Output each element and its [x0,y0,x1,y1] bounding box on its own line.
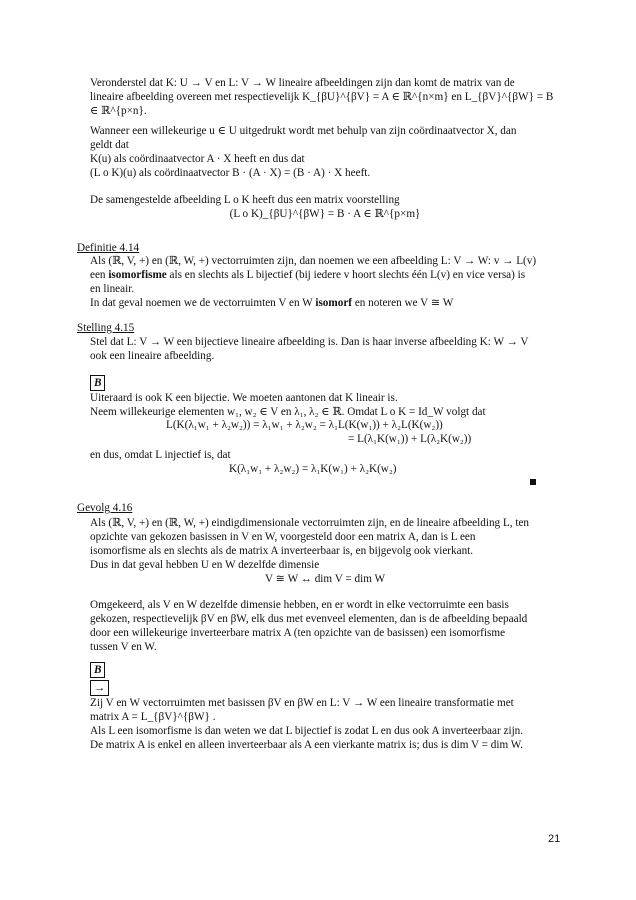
isomorfisme-term: isomorfisme [108,269,167,281]
converse-paragraph [90,598,560,654]
intro-paragraph [90,76,560,118]
right-arrow-icon: → [90,680,109,696]
coordinate-paragraph [90,124,560,180]
proof-2 [90,662,560,752]
composition-formula: (L o K)_{βU}^{βW} = B · A ∈ ℝ^{p×m} [229,208,421,220]
proof1-line-1: Uiteraard is ook K een bijectie. We moeten aantonen dat K lineair is. [90,392,398,404]
theorem-heading: Stelling 4.15 [77,322,135,334]
definition-body [90,254,560,310]
corollary-body [90,516,560,586]
proof-1 [90,375,560,419]
proof2-line-2: matrix A = L_{βV}^{βW} . [90,711,216,723]
corollary-heading: Gevolg 4.16 [77,502,133,514]
def-line-1: Als (ℝ, V, +) en (ℝ, W, +) vectorruimten zijn, dan noemen we een afbeelding L: V → W: v → L(v) [90,255,537,267]
proof-box-icon: B [90,662,105,678]
dimension-formula: V ≅ W ↔ dim V = dim W [264,573,386,585]
para4-line-1: Omgekeerd, als V en W dezelfde dimensie hebben, en er wordt in elke vectorruimte een basis [90,599,509,611]
intro-line-2: lineaire afbeelding overeen met respectievelijk K_{βU}^{βV} = A ∈ ℝ^{n×m} en L_{βV}^{βW} = B ∈ ℝ^{p×n}. [90,91,554,117]
def-line-4: In dat geval noemen we de vectorruimten V en W isomorf en noteren we V ≅ W [90,297,454,309]
proof1-equation-3: K(λ₁w₁ + λ₂w₂) = λ₁K(w₁) + λ₂K(w₂) [229,463,397,475]
proof1-line-2: Neem willekeurige elementen w₁, w₂ ∈ V en λ₁, λ₂ ∈ ℝ. Omdat L o K = Id_W volgt dat [90,406,486,418]
proof-box-icon: B [90,375,105,391]
intro-line-1: Veronderstel dat K: U → V en L: V → W lineaire afbeeldingen zijn dan komt de matrix van de [90,77,515,89]
proof1-line-3: en dus, omdat L injectief is, dat [90,449,231,461]
composition-paragraph [90,193,560,221]
corollary-line-1: Als (ℝ, V, +) en (ℝ, W, +) eindigdimensionale vectorruimten zijn, en de lineaire afbeelding L, ten [90,517,530,529]
para4-line-2: gekozen, respectievelijk βV en βW, elk dus met evenveel elementen, dan is de afbeelding bepaald [90,613,528,625]
para2-line-4: (L o K)(u) als coördinaatvector B · (A · X) = (B · A) · X heeft. [90,167,371,179]
para4-line-4: tussen V en W. [90,641,157,653]
qed-square-icon [530,479,536,485]
proof1-equation-2: = L(λ₁K(w₁)) + L(λ₂K(w₂)) [348,433,472,445]
proof1-equation-1: L(K(λ₁w₁ + λ₂w₂)) = λ₁w₁ + λ₂w₂ = λ₁L(K(w₁)) + λ₂L(K(w₂)) [166,419,443,431]
page-number: 21 [548,833,561,845]
corollary-line-3: isomorfisme als en slechts als de matrix A inverteerbaar is, en bijgevolg ook vierkant. [90,545,474,557]
def-line-2: een isomorfisme als en slechts als L bijectief (bij iedere v hoort slechts één L(v) en vice versa) is [90,269,526,281]
para4-line-3: door een willekeurige inverteerbare matrix A (ten opzichte van de basissen) een isomorfisme [90,627,506,639]
def-line-3: en lineair. [90,283,135,295]
corollary-line-4: Dus in dat geval hebben U en W dezelfde dimensie [90,559,320,571]
proof2-line-3: Als L een isomorfisme is dan weten we dat L bijectief is zodat L en dus ook A inverteerbaar zijn. [90,725,524,737]
definition-heading: Definitie 4.14 [77,242,140,254]
theorem-line-1: Stel dat L: V → W een bijectieve lineaire afbeelding is. Dan is haar inverse afbeelding K: W → V [90,336,529,348]
para2-line-2: geldt dat [90,139,129,151]
para2-line-3: K(u) als coördinaatvector A · X heeft en dus dat [90,153,305,165]
corollary-line-2: opzichte van gekozen basissen in V en W, voorgesteld door een matrix A, dan is L een [90,531,476,543]
proof2-line-1: Zij V en W vectorruimten met basissen βV en βW en L: V → W een lineaire transformatie met [90,697,514,709]
para2-line-1: Wanneer een willekeurige u ∈ U uitgedrukt wordt met behulp van zijn coördinaatvector X, dan [90,125,517,137]
theorem-line-2: ook een lineaire afbeelding. [90,350,215,362]
isomorf-term: isomorf [315,297,353,309]
proof2-line-4: De matrix A is enkel en alleen inverteerbaar als A een vierkante matrix is; dus is dim V = dim W. [90,739,524,751]
theorem-body [90,335,560,363]
para3-line-1: De samengestelde afbeelding L o K heeft dus een matrix voorstelling [90,194,400,206]
